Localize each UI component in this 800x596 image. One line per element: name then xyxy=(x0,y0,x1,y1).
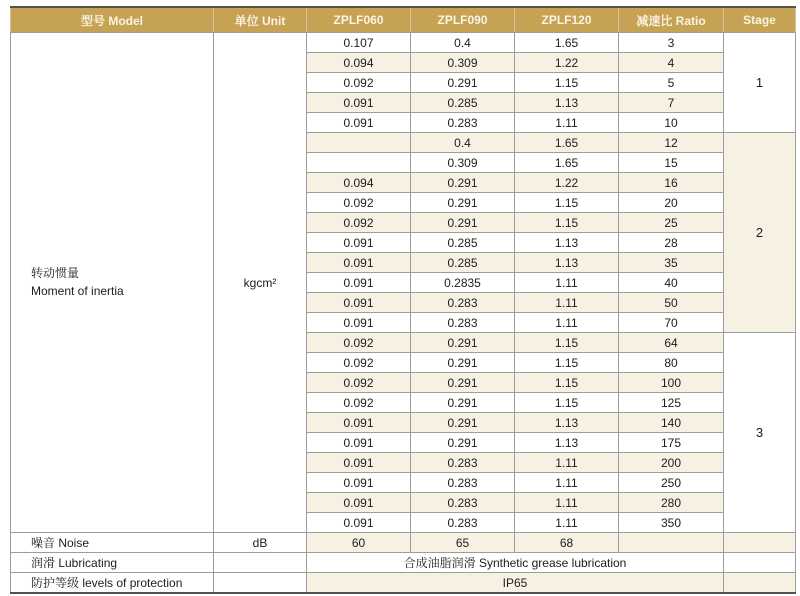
inertia-label-en: Moment of inertia xyxy=(31,283,124,298)
value-cell-zplf120: 1.15 xyxy=(515,193,619,213)
value-cell-zplf060 xyxy=(307,133,411,153)
ratio-cell: 16 xyxy=(619,173,724,193)
value-cell-zplf060: 0.092 xyxy=(307,193,411,213)
value-cell-zplf120: 1.22 xyxy=(515,53,619,73)
value-cell-zplf060: 0.092 xyxy=(307,213,411,233)
lubricating-row xyxy=(11,553,796,573)
value-cell-zplf090: 0.2835 xyxy=(411,273,515,293)
value-cell-zplf090: 0.291 xyxy=(411,433,515,453)
noise-ratio-empty-cell xyxy=(619,533,724,553)
inertia-label-cell xyxy=(11,33,214,533)
ratio-cell: 64 xyxy=(619,333,724,353)
protection-row xyxy=(11,573,796,594)
ratio-cell: 140 xyxy=(619,413,724,433)
value-cell-zplf090: 0.291 xyxy=(411,193,515,213)
value-cell-zplf060: 0.091 xyxy=(307,453,411,473)
value-cell-zplf090: 0.291 xyxy=(411,373,515,393)
value-cell-zplf090: 0.291 xyxy=(411,393,515,413)
ratio-cell: 3 xyxy=(619,33,724,53)
value-cell-zplf060: 0.091 xyxy=(307,113,411,133)
header-cell-unit: 单位 Unit xyxy=(214,7,307,33)
ratio-cell: 80 xyxy=(619,353,724,373)
ratio-cell: 350 xyxy=(619,513,724,533)
stage-cell: 3 xyxy=(724,333,796,533)
table-body xyxy=(11,33,796,594)
header-cell-model: 型号 Model xyxy=(11,7,214,33)
ratio-cell: 250 xyxy=(619,473,724,493)
ratio-cell: 5 xyxy=(619,73,724,93)
ratio-cell: 4 xyxy=(619,53,724,73)
value-cell-zplf120: 1.15 xyxy=(515,333,619,353)
value-cell-zplf060: 0.092 xyxy=(307,393,411,413)
header-cell-stage: Stage xyxy=(724,7,796,33)
value-cell-zplf120: 1.13 xyxy=(515,233,619,253)
ratio-cell: 40 xyxy=(619,273,724,293)
value-cell-zplf060: 0.091 xyxy=(307,293,411,313)
value-cell-zplf060: 0.092 xyxy=(307,373,411,393)
value-cell-zplf060: 0.091 xyxy=(307,253,411,273)
value-cell-zplf090: 0.283 xyxy=(411,493,515,513)
value-cell-zplf090: 0.283 xyxy=(411,513,515,533)
value-cell-zplf090: 0.285 xyxy=(411,93,515,113)
value-cell-zplf060: 0.091 xyxy=(307,233,411,253)
value-cell-zplf060: 0.107 xyxy=(307,33,411,53)
value-cell-zplf120: 1.13 xyxy=(515,93,619,113)
ratio-cell: 50 xyxy=(619,293,724,313)
value-cell-zplf120: 1.22 xyxy=(515,173,619,193)
lubricating-label-cell: 润滑 Lubricating xyxy=(11,553,214,573)
value-cell-zplf120: 1.11 xyxy=(515,493,619,513)
ratio-cell: 28 xyxy=(619,233,724,253)
ratio-cell: 100 xyxy=(619,373,724,393)
value-cell-zplf120: 1.11 xyxy=(515,473,619,493)
value-cell-zplf090: 0.291 xyxy=(411,333,515,353)
value-cell-zplf060 xyxy=(307,153,411,173)
stage-cell: 2 xyxy=(724,133,796,333)
value-cell-zplf120: 1.11 xyxy=(515,113,619,133)
noise-stage-empty-cell xyxy=(724,533,796,553)
ratio-cell: 20 xyxy=(619,193,724,213)
value-cell-zplf120: 1.15 xyxy=(515,393,619,413)
value-cell-zplf120: 1.15 xyxy=(515,213,619,233)
value-cell-zplf090: 0.291 xyxy=(411,353,515,373)
value-cell-zplf090: 0.283 xyxy=(411,453,515,473)
value-cell-zplf090: 0.4 xyxy=(411,33,515,53)
ratio-cell: 125 xyxy=(619,393,724,413)
value-cell-zplf090: 0.283 xyxy=(411,313,515,333)
value-cell-zplf090: 0.283 xyxy=(411,473,515,493)
lubricating-unit-empty-cell xyxy=(214,553,307,573)
value-cell-zplf120: 1.13 xyxy=(515,413,619,433)
lubricating-stage-empty-cell xyxy=(724,553,796,573)
noise-row xyxy=(11,533,796,553)
value-cell-zplf120: 1.65 xyxy=(515,153,619,173)
header-row xyxy=(11,7,796,33)
value-cell-zplf090: 0.291 xyxy=(411,173,515,193)
inertia-unit-cell: kgcm² xyxy=(214,33,307,533)
value-cell-zplf120: 1.11 xyxy=(515,293,619,313)
lubricating-value-cell: 合成油脂润滑 Synthetic grease lubrication xyxy=(307,553,724,573)
header-cell-zplf060: ZPLF060 xyxy=(307,7,411,33)
protection-stage-empty-cell xyxy=(724,573,796,594)
value-cell-zplf060: 0.092 xyxy=(307,333,411,353)
value-cell-zplf120: 1.15 xyxy=(515,73,619,93)
value-cell-zplf060: 0.094 xyxy=(307,53,411,73)
ratio-cell: 25 xyxy=(619,213,724,233)
protection-value-cell: IP65 xyxy=(307,573,724,594)
value-cell-zplf090: 0.309 xyxy=(411,153,515,173)
value-cell-zplf060: 0.091 xyxy=(307,313,411,333)
value-cell-zplf090: 0.4 xyxy=(411,133,515,153)
value-cell-zplf060: 0.094 xyxy=(307,173,411,193)
value-cell-zplf120: 1.15 xyxy=(515,373,619,393)
noise-value-zplf120: 68 xyxy=(515,533,619,553)
value-cell-zplf090: 0.283 xyxy=(411,113,515,133)
header-cell-ratio: 减速比 Ratio xyxy=(619,7,724,33)
value-cell-zplf120: 1.65 xyxy=(515,33,619,53)
noise-unit-cell: dB xyxy=(214,533,307,553)
ratio-cell: 7 xyxy=(619,93,724,113)
value-cell-zplf120: 1.11 xyxy=(515,313,619,333)
value-cell-zplf090: 0.285 xyxy=(411,233,515,253)
value-cell-zplf060: 0.091 xyxy=(307,273,411,293)
noise-label-cell: 噪音 Noise xyxy=(11,533,214,553)
stage-cell: 1 xyxy=(724,33,796,133)
inertia-data-row xyxy=(11,33,796,53)
protection-label-cell: 防护等级 levels of protection xyxy=(11,573,214,594)
header-cell-zplf090: ZPLF090 xyxy=(411,7,515,33)
noise-value-zplf090: 65 xyxy=(411,533,515,553)
value-cell-zplf120: 1.11 xyxy=(515,513,619,533)
value-cell-zplf060: 0.091 xyxy=(307,473,411,493)
spec-table xyxy=(10,6,796,594)
value-cell-zplf060: 0.091 xyxy=(307,493,411,513)
header-cell-zplf120: ZPLF120 xyxy=(515,7,619,33)
value-cell-zplf120: 1.15 xyxy=(515,353,619,373)
value-cell-zplf060: 0.092 xyxy=(307,73,411,93)
value-cell-zplf090: 0.291 xyxy=(411,73,515,93)
ratio-cell: 35 xyxy=(619,253,724,273)
ratio-cell: 15 xyxy=(619,153,724,173)
ratio-cell: 12 xyxy=(619,133,724,153)
value-cell-zplf060: 0.091 xyxy=(307,93,411,113)
ratio-cell: 200 xyxy=(619,453,724,473)
ratio-cell: 70 xyxy=(619,313,724,333)
value-cell-zplf060: 0.091 xyxy=(307,433,411,453)
value-cell-zplf060: 0.091 xyxy=(307,513,411,533)
ratio-cell: 175 xyxy=(619,433,724,453)
protection-unit-empty-cell xyxy=(214,573,307,594)
value-cell-zplf090: 0.291 xyxy=(411,213,515,233)
value-cell-zplf120: 1.11 xyxy=(515,453,619,473)
inertia-label-cn: 转动惯量 xyxy=(31,266,80,281)
value-cell-zplf060: 0.092 xyxy=(307,353,411,373)
ratio-cell: 280 xyxy=(619,493,724,513)
ratio-cell: 10 xyxy=(619,113,724,133)
value-cell-zplf090: 0.309 xyxy=(411,53,515,73)
value-cell-zplf120: 1.13 xyxy=(515,253,619,273)
value-cell-zplf120: 1.11 xyxy=(515,273,619,293)
value-cell-zplf120: 1.65 xyxy=(515,133,619,153)
value-cell-zplf120: 1.13 xyxy=(515,433,619,453)
noise-value-zplf060: 60 xyxy=(307,533,411,553)
value-cell-zplf090: 0.291 xyxy=(411,413,515,433)
value-cell-zplf090: 0.283 xyxy=(411,293,515,313)
value-cell-zplf060: 0.091 xyxy=(307,413,411,433)
value-cell-zplf090: 0.285 xyxy=(411,253,515,273)
